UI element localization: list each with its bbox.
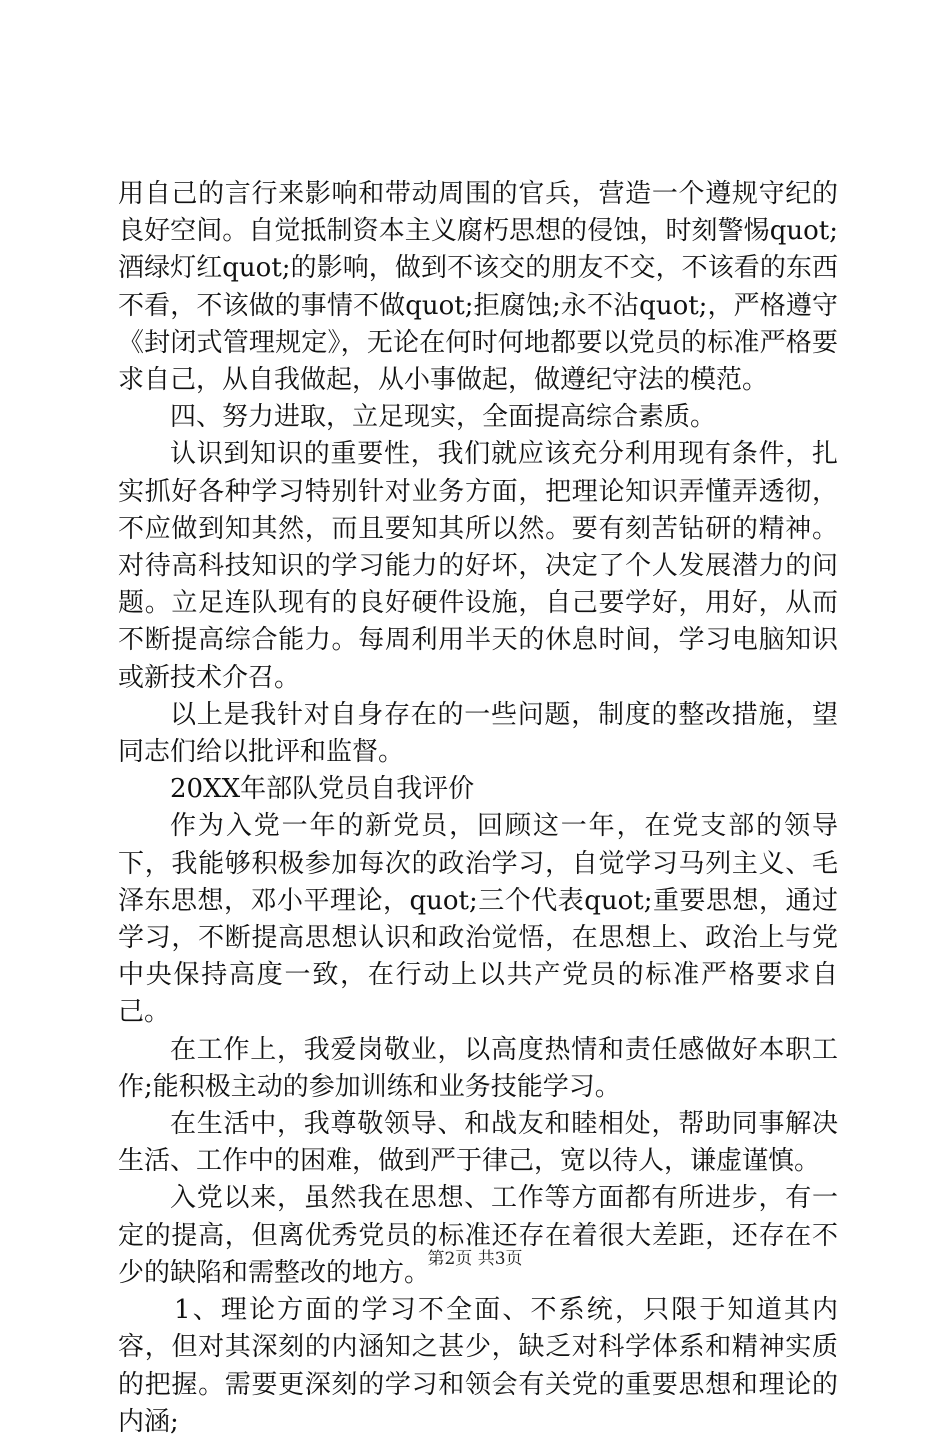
paragraph-8: 在生活中，我尊敬领导、和战友和睦相处，帮助同事解决生活、工作中的困难，做到严于律己，宽以待人，谦虚谨慎。 [118,1109,838,1177]
paragraph-7: 在工作上，我爱岗敬业，以高度热情和责任感做好本职工作;能积极主动的参加训练和业务技能学习。 [118,1034,838,1102]
section-heading-four: 四、努力进取，立足现实，全面提高综合素质。 [170,402,717,433]
page-number-footer: 第2页 共3页 [427,1249,523,1269]
article-title: 20XX年部队党员自我评价 [170,774,475,805]
paragraph-4: 以上是我针对自身存在的一些问题，制度的整改措施，望同志们给以批评和监督。 [118,699,838,768]
paragraph-3: 认识到知识的重要性，我们就应该充分利用现有条件，扎实抓好各种学习特别针对业务方面，把理论知识弄懂弄透彻，不应做到知其然，而且要知其所以然。要有刻苦钻研的精神。对待高科技知识的学习能力的好坏，决定了个人发展潜力的问题。立足连队现有的良好硬件设施，自己要学好，用好，从而不断提高综合能力。每周利用半天的休息时间，学习电脑知识或新技术介召。 [118,439,838,693]
paragraph-1: 用自己的言行来影响和带动周围的官兵，营造一个遵规守纪的良好空间。自觉抵制资本主义腐朽思想的侵蚀，时刻警惕quot;酒绿灯红quot;的影响，做到不该交的朋友不交，不该看的东西不看，不该做的事情不做quot;拒腐蚀;永不沾quot;，严格遵守《封闭式管理规定》，无论在何时何地都要以党员的标准严格要求自己，从自我做起，从小事做起，做遵纪守法的模范。 [118,179,838,396]
paragraph-6: 作为入党一年的新党员，回顾这一年，在党支部的领导下，我能够积极参加每次的政治学习，自觉学习马列主义、毛泽东思想，邓小平理论，quot;三个代表quot;重要思想，通过学习，不断提高思想认识和政治觉悟，在思想上、政治上与党中央保持高度一致，在行动上以共产党员的标准严格要求自己。 [118,811,838,1028]
paragraph-10: 1、理论方面的学习不全面、不系统，只限于知道其内容，但对其深刻的内涵知之甚少，缺乏对科学体系和精神实质的把握。需要更深刻的学习和领会有关党的重要思想和理论的内涵; [118,1295,838,1437]
paragraph-9: 入党以来，虽然我在思想、工作等方面都有所进步，有一定的提高，但离优秀党员的标准还存在着很大差距，还存在不少的缺陷和需整改的地方。 [118,1183,838,1288]
